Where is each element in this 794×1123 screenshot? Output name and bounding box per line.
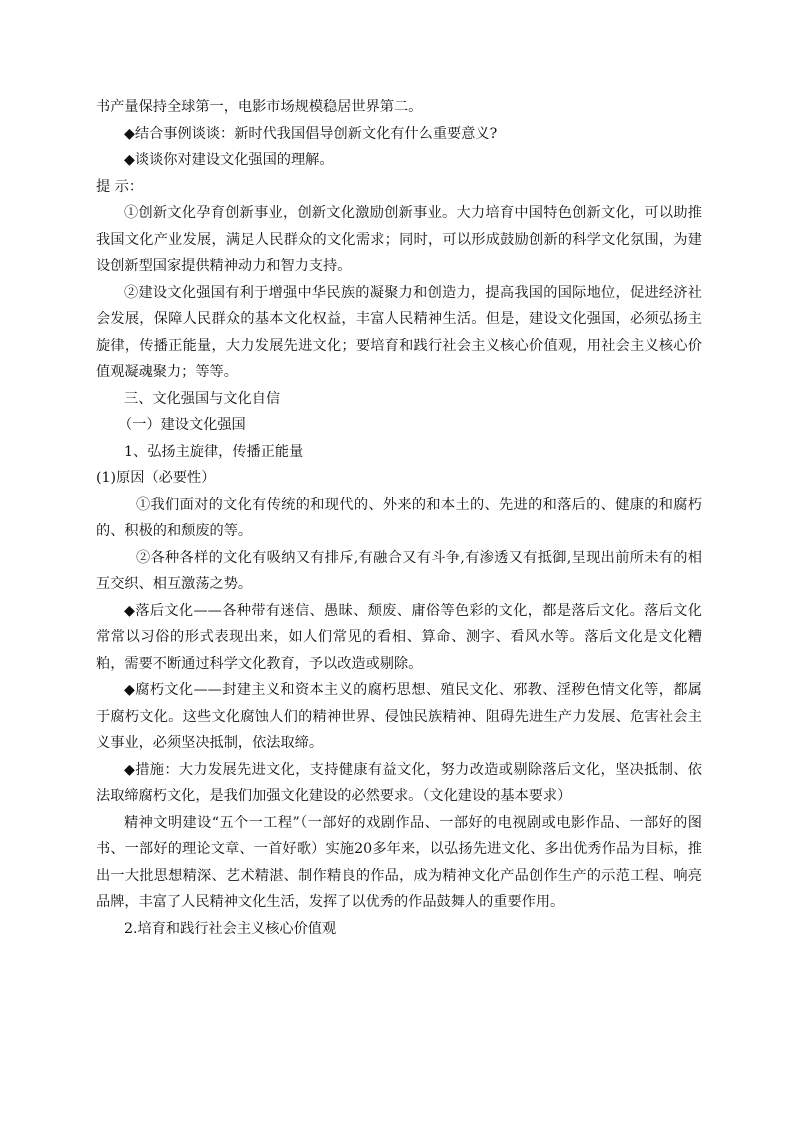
measures-paragraph: ◆措施：大力发展先进文化，支持健康有益文化，努力改造或剔除落后文化，坚决抵制、依法取缔腐朽文化，是我们加强文化建设的必然要求。（文化建设的基本要求）	[96, 761, 702, 804]
five-one-project-paragraph: 精神文明建设“五个一工程”（一部好的戏剧作品、一部好的电视剧或电影作品、一部好的图书、一部好的理论文章、一首好歌）实施20多年来，以弘扬先进文化、多出优秀作品为目标，推出一大批思想精深、艺术精湛、制作精良的作品，成为精神文化产品创作生产的示范工程、响亮品牌，丰富了人民精神文化生活，发挥了以优秀的作品鼓舞人的重要作用。	[96, 814, 702, 910]
question-2: ◆谈谈你对建设文化强国的理解。	[124, 152, 334, 168]
hint-answer-1: ①创新文化孕育创新事业，创新文化激励创新事业。大力培育中国特色创新文化，可以助推我国文化产业发展，满足人民群众的文化需求；同时，可以形成鼓励创新的科学文化氛围，为建设创新型国家提供精神动力和智力支持。	[96, 205, 702, 274]
decadent-culture-paragraph: ◆腐朽文化——封建主义和资本主义的腐朽思想、殖民文化、邪教、淫秽色情文化等，都属于腐朽文化。这些文化腐蚀人们的精神世界、侵蚀民族精神、阻碍先进生产力发展、危害社会主义事业，必须坚决抵制，依法取缔。	[96, 682, 702, 751]
question-1: ◆结合事例谈谈：新时代我国倡导创新文化有什么重要意义?	[124, 125, 498, 142]
point-heading-2: 2.培育和践行社会主义核心价值观	[124, 920, 337, 937]
paragraph-1: 书产量保持全球第一，电影市场规模稳居世界第二。	[96, 99, 423, 115]
point-heading-1: 1、弘扬主旋律，传播正能量	[124, 443, 304, 460]
hint-answer-2: ②建设文化强国有利于增强中华民族的凝聚力和创造力，提高我国的国际地位，促进经济社会发展，保障人民群众的基本文化权益，丰富人民精神生活。但是，建设文化强国，必须弘扬主旋律，传播正能量，大力发展先进文化；要培育和践行社会主义核心价值观，用社会主义核心价值观凝魂聚力；等等。	[96, 284, 702, 380]
section-heading: 三、文化强国与文化自信	[124, 390, 281, 407]
reason-heading: (1)原因（必要性）	[96, 470, 216, 486]
subsection-heading: （一）建设文化强国	[118, 417, 246, 433]
reason-1: ①我们面对的文化有传统的和现代的、外来的和本土的、先进的和落后的、健康的和腐朽的、积极的和颓废的等。	[96, 496, 702, 539]
reason-2: ②各种各样的文化有吸纳又有排斥,有融合又有斗争,有渗透又有抵御,呈现出前所未有的相互交织、相互激荡之势。	[96, 549, 702, 592]
hint-label: 提 示：	[96, 178, 144, 195]
backward-culture-paragraph: ◆落后文化——各种带有迷信、愚昧、颓废、庸俗等色彩的文化，都是落后文化。落后文化常常以习俗的形式表现出来，如人们常见的看相、算命、测字、看风水等。落后文化是文化糟粕，需要不断通过科学文化教育，予以改造或剔除。	[96, 602, 702, 672]
